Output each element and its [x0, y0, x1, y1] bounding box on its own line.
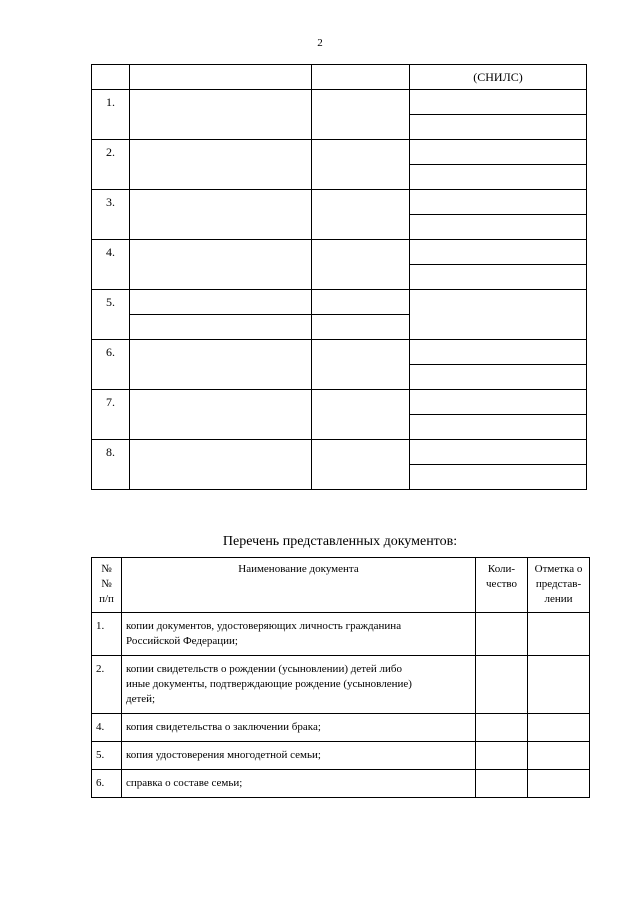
header-mark — [528, 558, 590, 613]
document-name: копия свидетельства о заключении брака; — [122, 714, 476, 742]
input-cell[interactable] — [312, 390, 410, 440]
header-cell-num — [92, 65, 130, 90]
input-cell[interactable] — [410, 165, 587, 190]
header-mark-line: лении — [544, 593, 573, 605]
header-cell-snils: (СНИЛС) — [410, 65, 587, 90]
mark-cell[interactable] — [528, 656, 590, 714]
header-cell-name — [130, 65, 312, 90]
mark-cell[interactable] — [528, 714, 590, 742]
header-mark-line: Отметка о — [534, 563, 583, 575]
row-number: 2. — [92, 656, 122, 714]
document-name-line: детей; — [126, 693, 156, 705]
header-num — [92, 558, 122, 613]
row-number: 7. — [92, 390, 130, 440]
input-cell[interactable] — [312, 315, 410, 340]
row-number: 5. — [92, 290, 130, 340]
quantity-cell[interactable] — [476, 770, 528, 798]
input-cell[interactable] — [410, 290, 587, 340]
mark-cell[interactable] — [528, 770, 590, 798]
document-name: справка о составе семьи; — [122, 770, 476, 798]
input-cell[interactable] — [312, 140, 410, 190]
input-cell[interactable] — [410, 140, 587, 165]
documents-table — [91, 557, 590, 798]
page-number: 2 — [317, 37, 323, 49]
input-cell[interactable] — [312, 190, 410, 240]
document-name — [122, 613, 476, 656]
row-number: 6. — [92, 770, 122, 798]
input-cell[interactable] — [410, 465, 587, 490]
input-cell[interactable] — [410, 390, 587, 415]
input-cell[interactable] — [410, 265, 587, 290]
input-cell[interactable] — [130, 140, 312, 190]
row-number: 4. — [92, 714, 122, 742]
header-qty-line: Коли- — [487, 563, 516, 575]
quantity-cell[interactable] — [476, 714, 528, 742]
header-quantity — [476, 558, 528, 613]
document-name — [122, 656, 476, 714]
input-cell[interactable] — [130, 90, 312, 140]
header-mark-line: представ- — [535, 578, 582, 590]
input-cell[interactable] — [410, 190, 587, 215]
input-cell[interactable] — [130, 440, 312, 490]
table-header-row — [92, 558, 590, 613]
table-row — [92, 742, 590, 770]
input-cell[interactable] — [410, 115, 587, 140]
document-name-line: копии документов, удостоверяющих личность гражданина — [126, 620, 402, 632]
input-cell[interactable] — [312, 240, 410, 290]
mark-cell[interactable] — [528, 613, 590, 656]
mark-cell[interactable] — [528, 742, 590, 770]
document-name-line: иные документы, подтверждающие рождение (усыновление) — [126, 678, 412, 690]
quantity-cell[interactable] — [476, 613, 528, 656]
table-header-row — [92, 65, 587, 90]
quantity-cell[interactable] — [476, 742, 528, 770]
input-cell[interactable] — [130, 340, 312, 390]
quantity-cell[interactable] — [476, 656, 528, 714]
header-qty-line: чество — [486, 578, 517, 590]
table-row — [92, 714, 590, 742]
header-num-line: № — [101, 578, 112, 590]
input-cell[interactable] — [410, 240, 587, 265]
document-name: копия удостоверения многодетной семьи; — [122, 742, 476, 770]
input-cell[interactable] — [312, 290, 410, 315]
input-cell[interactable] — [130, 390, 312, 440]
input-cell[interactable] — [130, 290, 312, 315]
row-number: 1. — [92, 90, 130, 140]
row-number: 8. — [92, 440, 130, 490]
input-cell[interactable] — [410, 90, 587, 115]
input-cell[interactable] — [410, 215, 587, 240]
document-name-line: копии свидетельств о рождении (усыновлении) детей либо — [126, 663, 403, 675]
input-cell[interactable] — [312, 340, 410, 390]
row-number: 4. — [92, 240, 130, 290]
table-row — [92, 656, 590, 714]
document-name-line: Российской Федерации; — [126, 635, 238, 647]
header-num-line: п/п — [99, 593, 114, 605]
input-cell[interactable] — [312, 90, 410, 140]
input-cell[interactable] — [130, 315, 312, 340]
family-members-table — [91, 64, 587, 490]
input-cell[interactable] — [410, 415, 587, 440]
row-number: 2. — [92, 140, 130, 190]
input-cell[interactable] — [130, 190, 312, 240]
input-cell[interactable] — [410, 340, 587, 365]
header-doc-name: Наименование документа — [122, 558, 476, 613]
documents-title: Перечень представленных документов: — [222, 534, 458, 549]
input-cell[interactable] — [410, 365, 587, 390]
input-cell[interactable] — [312, 440, 410, 490]
row-number: 1. — [92, 613, 122, 656]
table-row — [92, 613, 590, 656]
row-number: 3. — [92, 190, 130, 240]
row-number: 5. — [92, 742, 122, 770]
input-cell[interactable] — [410, 440, 587, 465]
input-cell[interactable] — [130, 240, 312, 290]
row-number: 6. — [92, 340, 130, 390]
header-num-line: № — [101, 563, 112, 575]
table-row — [92, 770, 590, 798]
header-cell-date — [312, 65, 410, 90]
